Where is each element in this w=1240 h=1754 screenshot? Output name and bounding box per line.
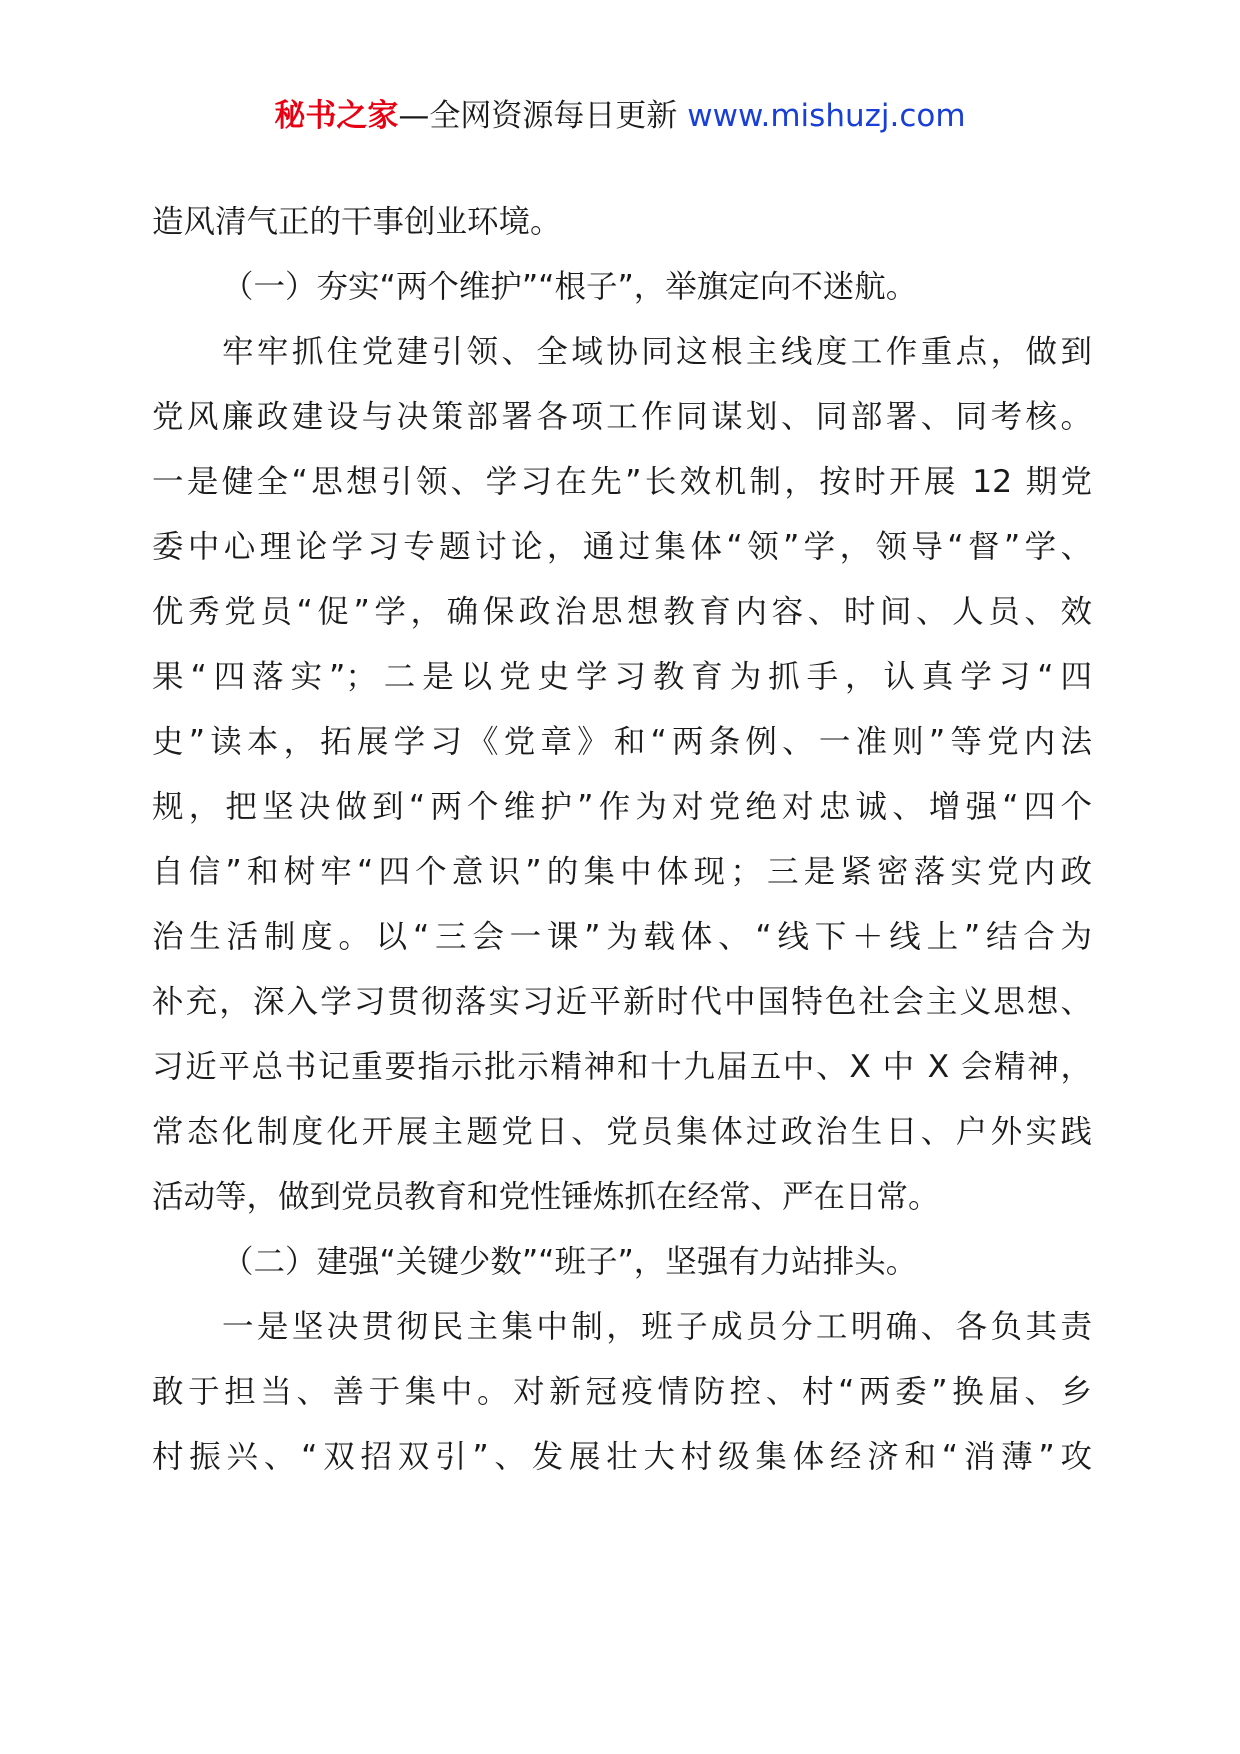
text-line: 委中心理论学习专题讨论，通过集体“领”学，领导“督”学、: [152, 529, 1092, 565]
text-line: （二）建强“关键少数”“班子”，坚强有力站排头。: [222, 1244, 918, 1280]
header-url-link[interactable]: www.mishuzj.com: [687, 98, 966, 134]
text-line: 习近平总书记重要指示批示精神和十九届五中、X 中 X 会精神，: [152, 1049, 1092, 1085]
header-brand: 秘书之家: [274, 98, 399, 134]
text-line: 规，把坚决做到“两个维护”作为对党绝对忠诚、增强“四个: [152, 789, 1092, 825]
text-line: 造风清气正的干事创业环境。: [152, 204, 562, 240]
text-line: 村振兴、“双招双引”、发展壮大村级集体经济和“消薄”攻: [152, 1439, 1092, 1475]
text-line: 敢于担当、善于集中。对新冠疫情防控、村“两委”换届、乡: [152, 1374, 1092, 1410]
text-line: 史”读本，拓展学习《党章》和“两条例、一准则”等党内法: [152, 724, 1092, 760]
text-line: 一是坚决贯彻民主集中制，班子成员分工明确、各负其责: [222, 1309, 1092, 1345]
document-body: [152, 190, 1092, 1490]
text-line: 果“四落实”；二是以党史学习教育为抓手，认真学习“四: [152, 659, 1092, 695]
header-slogan: —全网资源每日更新: [398, 98, 678, 134]
text-line: 党风廉政建设与决策部署各项工作同谋划、同部署、同考核。: [152, 399, 1092, 435]
text-line: 自信”和树牢“四个意识”的集中体现；三是紧密落实党内政: [152, 854, 1092, 890]
text-line: 治生活制度。以“三会一课”为载体、“线下＋线上”结合为: [152, 919, 1092, 955]
text-line: 补充，深入学习贯彻落实习近平新时代中国特色社会主义思想、: [152, 984, 1092, 1020]
page-header: [0, 96, 1240, 136]
text-line: 牢牢抓住党建引领、全域协同这根主线度工作重点，做到: [222, 334, 1092, 370]
text-line: 一是健全“思想引领、学习在先”长效机制，按时开展 12 期党: [152, 464, 1092, 500]
text-line: 活动等，做到党员教育和党性锤炼抓在经常、严在日常。: [152, 1179, 940, 1215]
text-line: （一）夯实“两个维护”“根子”，举旗定向不迷航。: [222, 269, 918, 305]
text-line: 优秀党员“促”学，确保政治思想教育内容、时间、人员、效: [152, 594, 1092, 630]
text-line: 常态化制度化开展主题党日、党员集体过政治生日、户外实践: [152, 1114, 1092, 1150]
